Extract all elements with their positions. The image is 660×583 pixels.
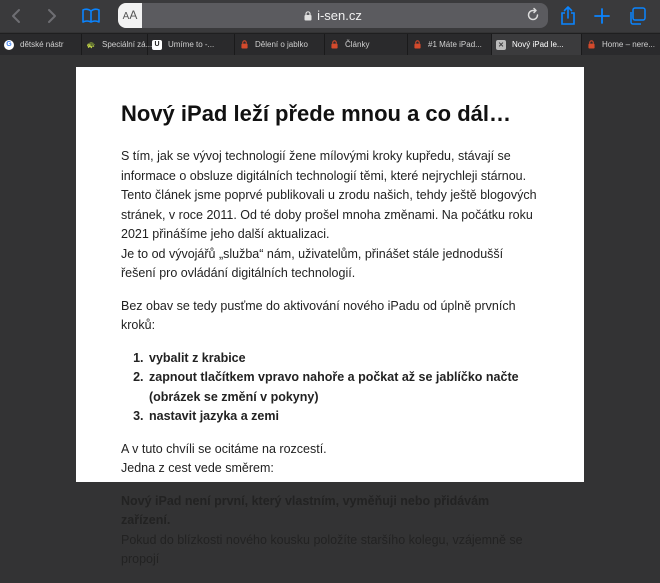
- tab-bar: [0, 33, 660, 55]
- article-title: Nový iPad leží přede mnou a co dál…: [121, 101, 511, 126]
- browser-toolbar: [0, 0, 660, 32]
- share-icon[interactable]: [558, 3, 578, 29]
- tab-8[interactable]: [582, 34, 660, 55]
- tab-label: #1 Máte iPad...: [428, 40, 482, 49]
- article: [121, 100, 541, 583]
- tab-2[interactable]: [82, 34, 153, 55]
- tab-7-active[interactable]: [492, 34, 582, 55]
- url-text: i-sen.cz: [317, 8, 362, 23]
- tab-label: Umíme to -...: [168, 40, 215, 49]
- lock-icon: [304, 11, 312, 21]
- body-paragraph: Pokud do blízkosti nového kousku položíte staršího kolegu, vzájemně se propojí: [121, 532, 523, 566]
- tab-label: Speciální zá...: [102, 40, 153, 49]
- steps-list: [121, 349, 541, 427]
- bookmarks-icon[interactable]: [80, 3, 102, 29]
- url-display[interactable]: [118, 3, 548, 28]
- tab-label: dětské nástr: [20, 40, 64, 49]
- u-logo-icon: U: [152, 40, 162, 50]
- tab-label: Nový iPad le...: [512, 40, 564, 49]
- reader-large-a: A: [129, 8, 138, 22]
- section-heading: Nový iPad není první, který vlastním, vyměňuji nebo přidávám zařízení.: [121, 493, 490, 527]
- lead-paragraph: Bez obav se tedy pusťme do aktivování nového iPadu od úplně prvních kroků:: [121, 298, 516, 332]
- crossroads-text-1: A v tuto chvíli se ocitáme na rozcestí.: [121, 441, 327, 456]
- tab-4[interactable]: [235, 34, 325, 55]
- intro-paragraph: [121, 147, 541, 284]
- turtle-icon: 🐢: [86, 41, 96, 49]
- list-item: 1. vybalit z krabice: [147, 349, 541, 369]
- new-tab-icon[interactable]: [592, 3, 612, 29]
- tab-label: Dělení o jablko: [255, 40, 308, 49]
- tab-5[interactable]: [325, 34, 408, 55]
- intro-text-1: S tím, jak se vývoj technologií žene mílovými kroky kupředu, stávají se informace o obsluze digitálních technologií těmi, které nejrychleji stárnou. Tento článek jsme poprvé publikovali u zrodu našich, tehdy ještě blogových stránek, v roce 2011. Od té doby prošel mnoha změnami. Na počátku roku 2021 přinášíme jeho další aktualizaci.: [121, 149, 537, 241]
- tab-label: Home – nere...: [602, 40, 655, 49]
- address-bar[interactable]: [118, 3, 548, 28]
- tab-3[interactable]: [148, 34, 235, 55]
- back-icon[interactable]: [8, 3, 24, 29]
- crossroads-paragraph: [121, 440, 541, 479]
- list-item: 3. nastavit jazyka a zemi: [147, 407, 541, 427]
- tab-1[interactable]: [0, 34, 82, 55]
- reader-page: [76, 67, 584, 566]
- lock-icon: [239, 40, 249, 50]
- lock-icon: [412, 40, 422, 50]
- close-icon[interactable]: ✕: [496, 40, 506, 50]
- crossroads-text-2: Jedna z cest vede směrem:: [121, 461, 274, 475]
- list-item: 2. zapnout tlačítkem vpravo nahoře a počkat až se jablíčko načte (obrázek se změní v pokyny): [147, 368, 541, 407]
- intro-text-2: Je to od vývojářů „služba“ nám, uživatelům, přinášet stále jednodušší řešení pro ovládání digitálních technologií.: [121, 246, 504, 280]
- lock-icon: [329, 40, 339, 50]
- tab-label: Články: [345, 40, 370, 49]
- forward-icon[interactable]: [44, 3, 60, 29]
- tab-6[interactable]: [408, 34, 492, 55]
- reader-small-a: A: [122, 11, 130, 22]
- google-g-icon: G: [4, 40, 14, 50]
- reload-icon[interactable]: [526, 8, 540, 27]
- lock-icon: [586, 40, 596, 50]
- tabs-overview-icon[interactable]: [626, 3, 648, 29]
